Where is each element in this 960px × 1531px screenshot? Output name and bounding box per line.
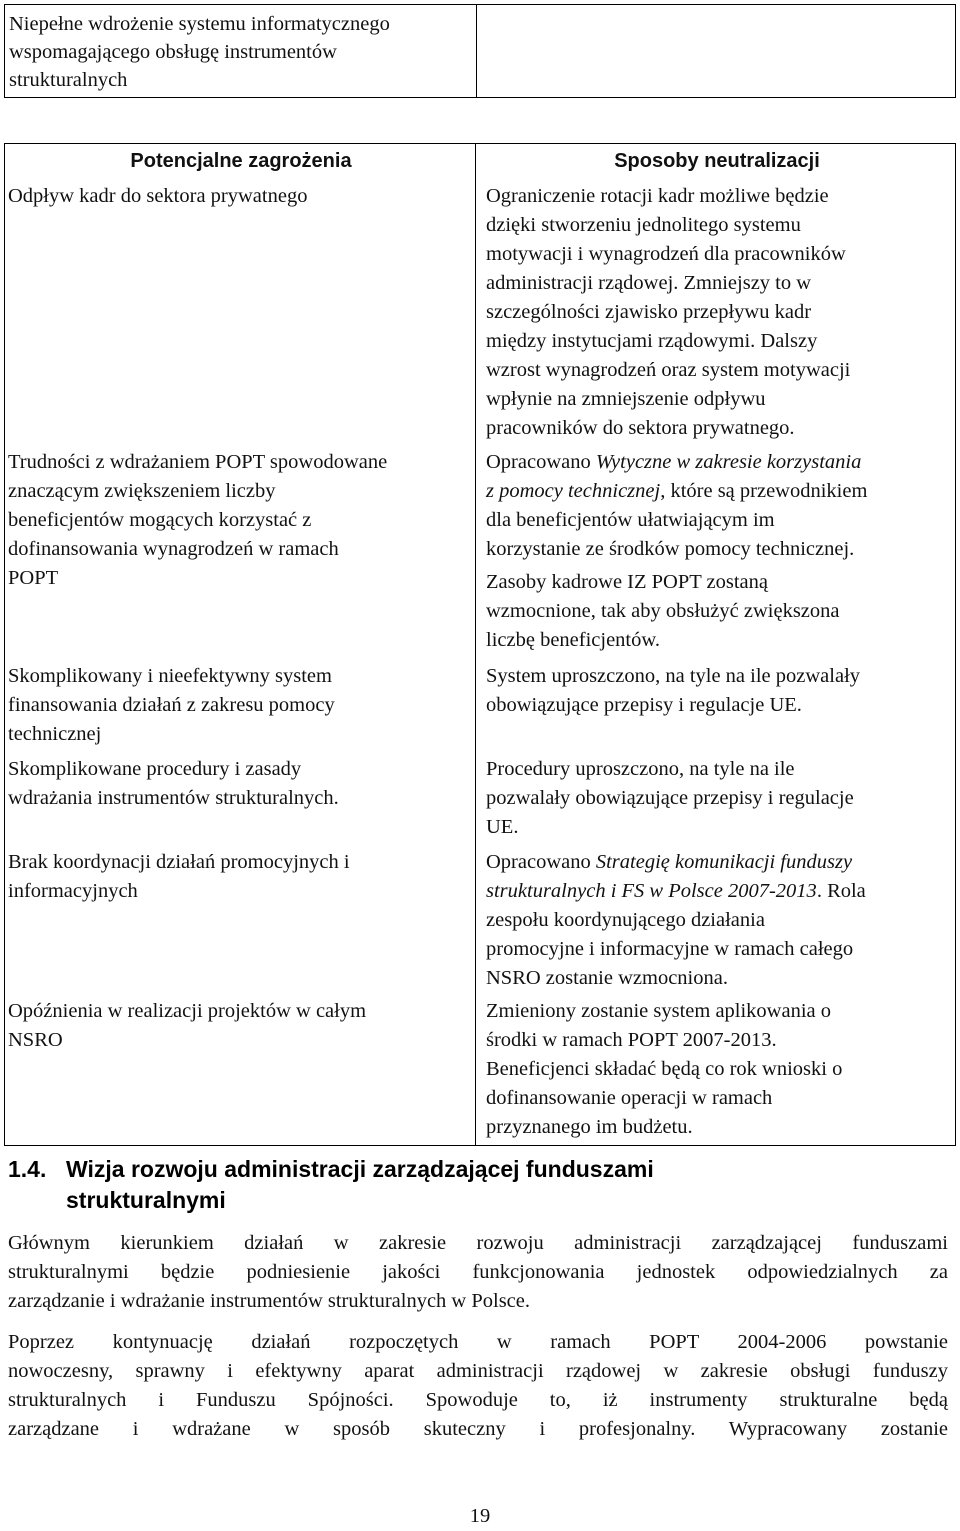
response-line: pozwalały obowiązujące przepisy i regulacje [486, 787, 854, 809]
top-table-line: wspomagającego obsługę instrumentów [9, 41, 337, 63]
response-line: liczbę beneficjentów. [486, 629, 660, 651]
response-cell [486, 182, 951, 443]
response-cell [486, 848, 951, 993]
threat-line: POPT [8, 567, 59, 589]
threat-cell [8, 662, 472, 749]
threat-cell [8, 997, 472, 1055]
threat-line: technicznej [8, 723, 102, 745]
threat-line: finansowania działań z zakresu pomocy [8, 694, 335, 716]
threat-line: NSRO [8, 1029, 63, 1051]
threat-cell [8, 182, 472, 211]
response-line [486, 848, 951, 877]
response-line: szczególności zjawisko przepływu kadr [486, 301, 812, 323]
body-paragraph [8, 1328, 948, 1444]
paragraph-line: zarządzane i wdrażane w sposób skuteczny i profesjonalny. Wypracowany zostanie [8, 1418, 948, 1440]
response-line: korzystanie ze środków pomocy technicznej. [486, 538, 855, 560]
threat-line: Skomplikowane procedury i zasady [8, 758, 302, 780]
document-title-italic: z pomocy technicznej [486, 480, 661, 502]
document-title-italic: Wytyczne w zakresie korzystania [595, 451, 862, 473]
response-line: między instytucjami rządowymi. Dalszy [486, 330, 818, 352]
top-table-cell [5, 5, 477, 97]
response-line: wzmocnione, tak aby obsłużyć zwiększona [486, 600, 840, 622]
response-line: wpłynie na zmniejszenie odpływu [486, 388, 766, 410]
paragraph-line: zarządzanie i wdrażanie instrumentów strukturalnych w Polsce. [8, 1290, 530, 1312]
response-line: NSRO zostanie wzmocniona. [486, 967, 728, 989]
header-threats: Potencjalne zagrożenia [130, 150, 352, 172]
response-line: dzięki stworzeniu jednolitego systemu [486, 214, 801, 236]
response-line: środki w ramach POPT 2007-2013. [486, 1029, 777, 1051]
response-line: przyznanego im budżetu. [486, 1116, 693, 1138]
section-title-line: strukturalnymi [66, 1187, 226, 1213]
response-cell [486, 568, 951, 655]
threat-line: informacyjnych [8, 880, 138, 902]
top-table [4, 4, 956, 98]
threat-line: Opóźnienia w realizacji projektów w całym [8, 1000, 367, 1022]
response-line: administracji rządowej. Zmniejszy to w [486, 272, 812, 294]
paragraph-line: Głównym kierunkiem działań w zakresie rozwoju administracji zarządzającej funduszami [8, 1232, 948, 1254]
top-table-line: Niepełne wdrożenie systemu informatycznego [9, 13, 390, 35]
header-responses: Sposoby neutralizacji [614, 150, 820, 172]
response-cell [486, 662, 951, 720]
response-text: Opracowano [486, 451, 596, 473]
response-cell [486, 448, 951, 564]
document-title-italic: Strategię komunikacji funduszy [595, 851, 853, 873]
section-number: 1.4. [8, 1156, 47, 1182]
threat-line: Brak koordynacji działań promocyjnych i [8, 851, 350, 873]
paragraph-line: strukturalnymi będzie podniesienie jakości funkcjonowania jednostek odpowiedzialnych za [8, 1261, 948, 1283]
response-line: zespołu koordynującego działania [486, 909, 765, 931]
body-paragraph [8, 1229, 948, 1316]
response-line: System uproszczono, na tyle na ile pozwalały [486, 665, 861, 687]
threat-cell [8, 848, 472, 906]
response-text: . Rola [816, 880, 866, 902]
response-line: dofinansowanie operacji w ramach [486, 1087, 773, 1109]
section-heading [8, 1154, 948, 1216]
threat-cell [8, 755, 472, 813]
top-table-line: strukturalnych [9, 69, 128, 91]
paragraph-line: nowoczesny, sprawny i efektywny aparat administracji rządowej w zakresie obsługi funduszy [8, 1360, 948, 1382]
response-line: promocyjne i informacyjne w ramach całego [486, 938, 854, 960]
threat-line: wdrażania instrumentów strukturalnych. [8, 787, 339, 809]
response-line: UE. [486, 816, 519, 838]
response-cell [486, 997, 951, 1142]
threat-line: dofinansowania wynagrodzeń w ramach [8, 538, 339, 560]
response-line [486, 877, 951, 906]
response-text: , które są przewodnikiem [660, 480, 868, 502]
section-title-line: Wizja rozwoju administracji zarządzającej funduszami [66, 1156, 654, 1182]
document-title-italic: strukturalnych i FS w Polsce 2007-2013 [486, 880, 817, 902]
response-line: Zmieniony zostanie system aplikowania o [486, 1000, 832, 1022]
response-line: pracowników do sektora prywatnego. [486, 417, 795, 439]
response-line: Zasoby kadrowe IZ POPT zostaną [486, 571, 769, 593]
threat-line: Skomplikowany i nieefektywny system [8, 665, 332, 687]
threat-line: znaczącym zwiększeniem liczby [8, 480, 276, 502]
response-line: Procedury uproszczono, na tyle na ile [486, 758, 795, 780]
response-line: obowiązujące przepisy i regulacje UE. [486, 694, 802, 716]
response-line: Ograniczenie rotacji kadr możliwe będzie [486, 185, 829, 207]
page-number: 19 [469, 1505, 491, 1527]
response-line: dla beneficjentów ułatwiającym im [486, 509, 775, 531]
response-cell [486, 755, 951, 842]
paragraph-line: Poprzez kontynuację działań rozpoczętych w ramach POPT 2004-2006 powstanie [8, 1331, 948, 1353]
section-title [66, 1154, 654, 1216]
response-line: wzrost wynagrodzeń oraz system motywacji [486, 359, 851, 381]
threat-line: Trudności z wdrażaniem POPT spowodowane [8, 451, 388, 473]
response-line: Beneficjenci składać będą co rok wnioski o [486, 1058, 843, 1080]
response-line: motywacji i wynagrodzeń dla pracowników [486, 243, 846, 265]
response-line [486, 448, 951, 477]
threat-line: Odpływ kadr do sektora prywatnego [8, 185, 308, 207]
paragraph-line: strukturalnych i Funduszu Spójności. Spowoduje to, iż instrumenty strukturalne będą [8, 1389, 948, 1411]
threat-cell [8, 448, 472, 593]
response-line [486, 477, 951, 506]
response-text: Opracowano [486, 851, 596, 873]
threat-line: beneficjentów mogących korzystać z [8, 509, 312, 531]
table-column-divider [475, 143, 476, 1146]
